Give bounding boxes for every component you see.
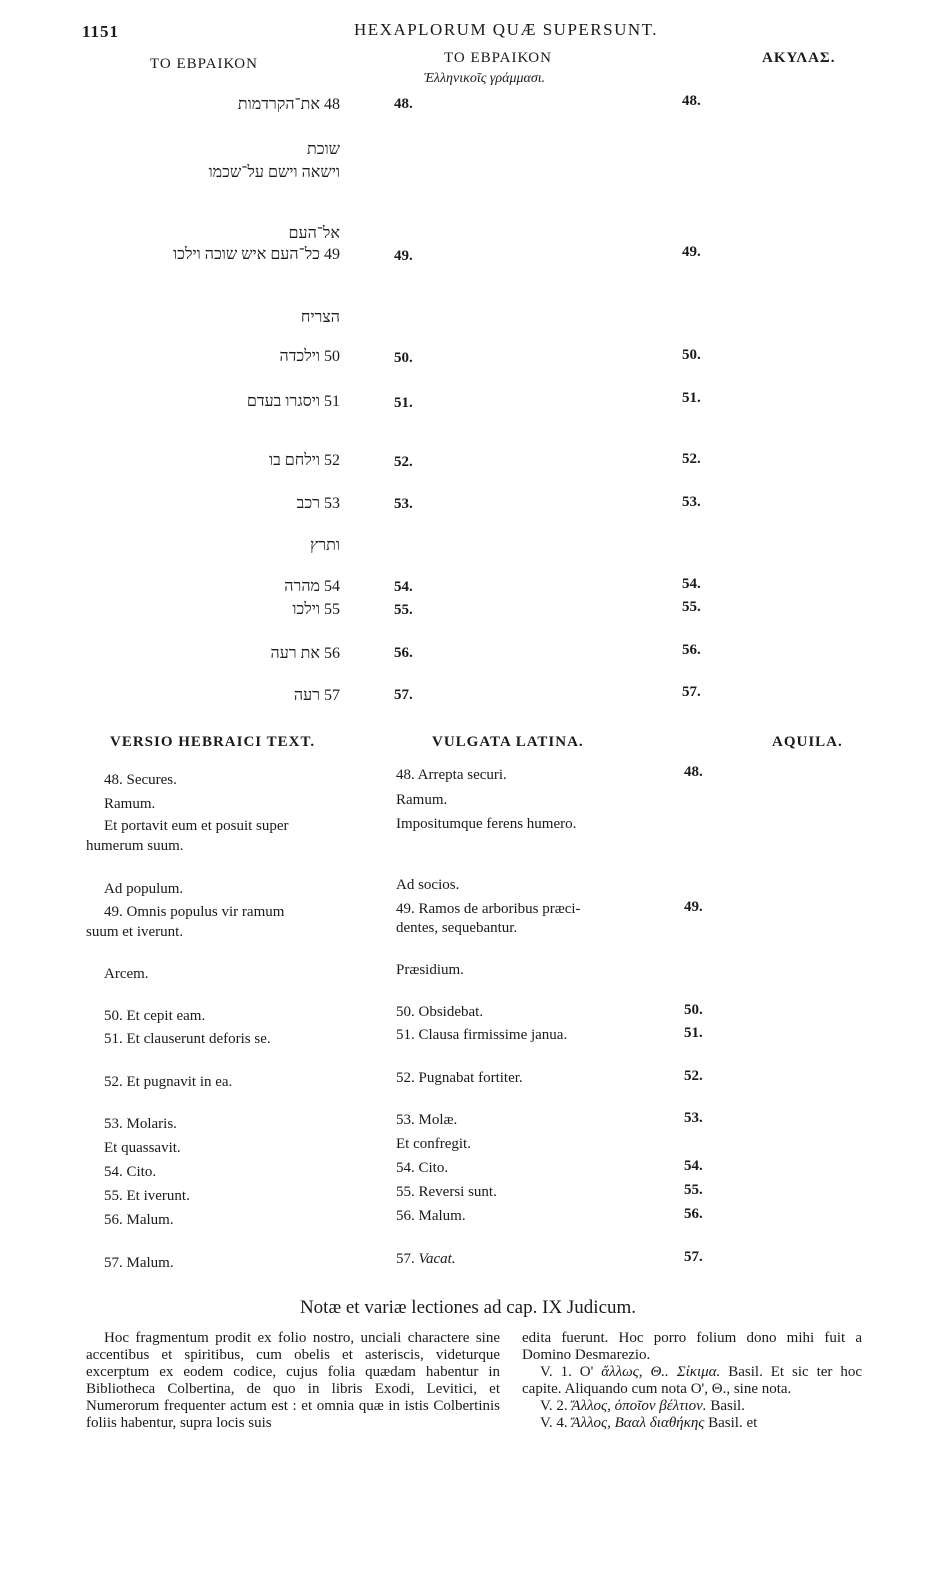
hebrew-line: ותרץ	[309, 537, 340, 554]
aquila-verse-number: 53.	[682, 494, 701, 510]
note-greek-reading: Ἄλλος, Βααλ διαθήκης	[571, 1415, 705, 1431]
note-verse-ref: V. 1. Ο'	[540, 1364, 602, 1380]
hebrew-line: שוכת	[307, 141, 340, 158]
lower-header-vulgata: VULGATA LATINA.	[432, 734, 584, 750]
aquila-verse-number: 50.	[684, 1002, 703, 1018]
vulgata-line: Ad socios.	[396, 877, 460, 893]
vulgata-verse-number: 57.	[396, 1251, 415, 1267]
aquila-verse-number: 49.	[682, 244, 701, 260]
aquila-verse-number: 51.	[684, 1025, 703, 1041]
versio-line: 54. Cito.	[104, 1164, 157, 1180]
aquila-verse-number: 51.	[682, 390, 701, 406]
aquila-verse-number: 52.	[684, 1068, 703, 1084]
aquila-verse-number: 56.	[682, 642, 701, 658]
hebrew-line: 56 את רעה	[270, 645, 340, 662]
hebrew-line: וישאה וישם על־שכמו	[208, 164, 340, 181]
transliteration-verse-number: 55.	[394, 602, 413, 618]
versio-line: Ramum.	[104, 796, 156, 812]
upper-header-aquila: ΑΚΥΛΑΣ.	[762, 50, 836, 66]
aquila-verse-number: 50.	[682, 347, 701, 363]
note-text: Basil. et	[704, 1415, 758, 1431]
transliteration-verse-number: 57.	[394, 687, 413, 703]
transliteration-verse-number: 56.	[394, 645, 413, 661]
aquila-verse-number: 53.	[684, 1110, 703, 1126]
versio-line: humerum suum.	[86, 838, 184, 854]
page-number: 1151	[82, 22, 120, 41]
note-paragraph	[522, 1398, 862, 1415]
versio-line: 51. Et clauserunt deforis se.	[104, 1031, 271, 1047]
versio-line: 57. Malum.	[104, 1255, 174, 1271]
transliteration-verse-number: 50.	[394, 350, 413, 366]
hebrew-line: 49 כל־העם איש שוכה וילכו	[173, 246, 340, 263]
note-paragraph	[522, 1364, 862, 1398]
vulgata-line: 52. Pugnabat fortiter.	[396, 1070, 523, 1086]
aquila-verse-number: 57.	[684, 1249, 703, 1265]
note-greek-reading: Ἄλλος, ὁποῖον βέλτιον.	[571, 1398, 707, 1414]
note-verse-ref: V. 2.	[540, 1398, 572, 1414]
upper-header-transliteration-sub: Ἑλληνικοῖς γράμμασι.	[424, 71, 546, 86]
aquila-verse-number: 48.	[684, 764, 703, 780]
note-paragraph: edita fuerunt. Hoc porro folium dono mihi fuit a Domino Desmarezio.	[522, 1330, 862, 1363]
notes-left-column: Hoc fragmentum prodit ex folio nostro, unciali charactere sine accentibus et spiritibus, cum obelis et asteriscis, videturque excerptum ex eodem codice, cujus folia quædam habentur in Bibliotheca Colbertina, de quo in libris Exodi, Levitici, et Numerorum frequenter actum est : et omnia quæ in istis Colbertinis foliis habentur, supra locis suis	[86, 1330, 500, 1431]
aquila-verse-number: 49.	[684, 899, 703, 915]
transliteration-verse-number: 52.	[394, 454, 413, 470]
versio-line: 48. Secures.	[104, 772, 177, 788]
aquila-verse-number: 57.	[682, 684, 701, 700]
hebrew-line: 48 את־הקרדמות	[237, 96, 340, 113]
hebrew-line: 50 וילכדה	[279, 348, 340, 365]
upper-header-hebrew: ΤΟ ΕΒΡΑΙΚΟΝ	[150, 56, 258, 72]
transliteration-verse-number: 48.	[394, 96, 413, 112]
hebrew-line: 53 רכב	[296, 495, 340, 512]
upper-header-transliteration: ΤΟ ΕΒΡΑΙΚΟΝ	[444, 50, 552, 66]
versio-line: Arcem.	[104, 966, 149, 982]
versio-line: Ad populum.	[104, 881, 184, 897]
hebrew-line: 54 מהרה	[284, 578, 340, 595]
notes-title: Notæ et variæ lectiones ad cap. IX Judicum.	[299, 1297, 637, 1318]
versio-line: 55. Et iverunt.	[104, 1188, 190, 1204]
transliteration-verse-number: 51.	[394, 395, 413, 411]
transliteration-verse-number: 53.	[394, 496, 413, 512]
vulgata-line: 49. Ramos de arboribus præci-	[396, 901, 581, 917]
vulgata-line: Et confregit.	[396, 1136, 471, 1152]
vulgata-line	[396, 1249, 456, 1269]
note-paragraph	[522, 1415, 862, 1432]
aquila-verse-number: 52.	[682, 451, 701, 467]
aquila-verse-number: 54.	[682, 576, 701, 592]
note-text: Basil.	[706, 1398, 745, 1414]
vulgata-line: 55. Reversi sunt.	[396, 1184, 497, 1200]
versio-line: Et quassavit.	[104, 1140, 181, 1156]
vulgata-line: Ramum.	[396, 792, 448, 808]
vulgata-line: dentes, sequebantur.	[396, 920, 518, 936]
hebrew-line: הצריח	[300, 309, 340, 326]
lower-header-aquila: AQUILA.	[772, 734, 843, 750]
transliteration-verse-number: 54.	[394, 579, 413, 595]
vulgata-line: 48. Arrepta securi.	[396, 767, 507, 783]
vulgata-line: 54. Cito.	[396, 1160, 449, 1176]
hebrew-line: אל־העם	[288, 225, 340, 242]
vulgata-line: Impositumque ferens humero.	[396, 816, 577, 832]
transliteration-verse-number: 49.	[394, 248, 413, 264]
note-verse-ref: V. 4.	[540, 1415, 572, 1431]
vulgata-line: 51. Clausa firmissime janua.	[396, 1027, 568, 1043]
vulgata-line: 56. Malum.	[396, 1208, 466, 1224]
vulgata-vacat: Vacat.	[418, 1251, 456, 1267]
versio-line: 50. Et cepit eam.	[104, 1008, 206, 1024]
lower-header-versio: VERSIO HEBRAICI TEXT.	[110, 734, 316, 750]
versio-line: suum et iverunt.	[86, 924, 184, 940]
hebrew-line: 55 וילכו	[292, 601, 340, 618]
versio-line: 49. Omnis populus vir ramum	[104, 904, 285, 920]
versio-line: 56. Malum.	[104, 1212, 174, 1228]
aquila-verse-number: 55.	[682, 599, 701, 615]
aquila-verse-number: 54.	[684, 1158, 703, 1174]
versio-line: Et portavit eum et posuit super	[104, 818, 289, 834]
note-greek-reading: ἄλλως, Θ.. Σίκιμα.	[601, 1364, 721, 1380]
aquila-verse-number: 55.	[684, 1182, 703, 1198]
versio-line: 52. Et pugnavit in ea.	[104, 1074, 233, 1090]
hebrew-line: 57 רעה	[293, 687, 340, 704]
notes-right-column	[522, 1330, 862, 1432]
hebrew-line: 52 וילחם בו	[268, 452, 340, 469]
aquila-verse-number: 48.	[682, 93, 701, 109]
versio-line: 53. Molaris.	[104, 1116, 177, 1132]
vulgata-line: 50. Obsidebat.	[396, 1004, 484, 1020]
vulgata-line: Præsidium.	[396, 962, 464, 978]
note-text: Basil. Et sic ter hoc capite. Aliquando cum nota Ο', Θ., sine nota.	[522, 1364, 863, 1397]
running-head: HEXAPLORUM QUÆ SUPERSUNT.	[354, 20, 659, 39]
vulgata-line: 53. Molæ.	[396, 1112, 458, 1128]
hebrew-line: 51 ויסגרו בעדם	[246, 393, 340, 410]
aquila-verse-number: 56.	[684, 1206, 703, 1222]
